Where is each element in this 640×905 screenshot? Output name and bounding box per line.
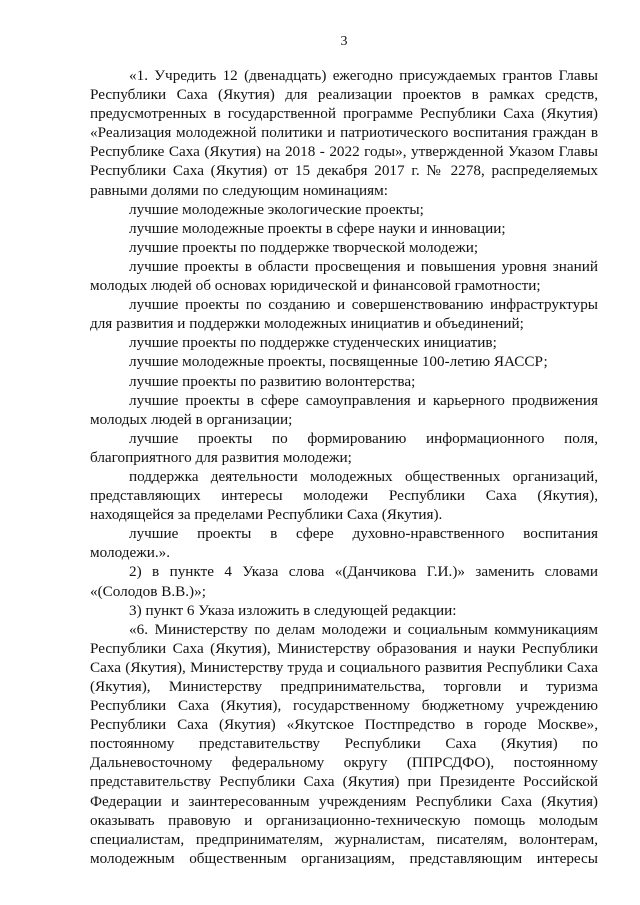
paragraph-grants-intro: «1. Учредить 12 (двенадцать) ежегодно присуждаемых грантов Главы Республики Саха (Якутия) для реализации проектов в рамках средств, предусмотренных в государственной программе Республики Саха (Якутия) «Реализация молодежной политики и патриотического воспитания граждан в Республике Саха (Якутия) на 2018 - 2022 годы», утвержденной Указом Главы Республики Саха (Якутия) от 15 декабря 2017 г. № 2278, распределяемых равными долями по следующим номинациям:	[90, 67, 598, 199]
paragraph-nomination-creative-youth: лучшие проекты по поддержке творческой молодежи;	[129, 238, 479, 256]
document-body	[90, 66, 598, 868]
paragraph-nomination-volunteering: лучшие проекты по развитию волонтерства;	[129, 372, 416, 390]
paragraph-point-6-text: «6. Министерству по делам молодежи и социальным коммуникациям Республики Саха (Якутия), Министерству образования и науки Республики Саха (Якутия), Министерству труда и социального развития Республики Саха (Якутия), Министерству предпринимательства, торговли и туризма Республики Саха (Якутия), государственному бюджетному учреждению Республики Саха (Якутия) «Якутское Постпредство в городе Москве», постоянному представительству Республики Саха (Якутия) по Дальневосточному федеральному округу (ППРСДФО), постоянному представительству Республики Саха (Якутия) при Президенте Российской Федерации и заинтересованным учреждениям Республики Саха (Якутия) оказывать правовую и организационно-техническую помощь молодым специалистам, предпринимателям, журналистам, писателям, волонтерам, молодежным общественным организациям, представляющим интересы	[90, 620, 598, 867]
paragraph-nomination-self-government: лучшие проекты в сфере самоуправления и карьерного продвижения молодых людей в организации;	[90, 391, 598, 428]
page-number: 3	[340, 34, 348, 49]
paragraph-nomination-information-field: лучшие проекты по формированию информационного поля, благоприятного для развития молодежи;	[90, 429, 598, 466]
paragraph-nomination-literacy: лучшие проекты в области просвещения и повышения уровня знаний молодых людей об основах юридической и финансовой грамотности;	[90, 257, 598, 295]
paragraph-nomination-infrastructure: лучшие проекты по созданию и совершенствованию инфраструктуры для развития и поддержки молодежных инициатив и объединений;	[90, 296, 598, 333]
paragraph-point-6-intro: 3) пункт 6 Указа изложить в следующей редакции:	[129, 601, 457, 619]
paragraph-nomination-spiritual-education: лучшие проекты в сфере духовно-нравственного воспитания молодежи.».	[90, 525, 598, 562]
paragraph-point-4-amendment: 2) в пункте 4 Указа слова «(Данчикова Г.И.)» заменить словами «(Солодов В.В.)»;	[90, 563, 598, 600]
paragraph-nomination-ecology: лучшие молодежные экологические проекты;	[129, 200, 424, 218]
paragraph-nomination-science: лучшие молодежные проекты в сфере науки и инновации;	[129, 219, 506, 237]
paragraph-nomination-students: лучшие проекты по поддержке студенческих инициатив;	[129, 334, 497, 352]
paragraph-nomination-public-organizations: поддержка деятельности молодежных общественных организаций, представляющих интересы молодежи Республики Саха (Якутия), находящейся за пределами Республики Саха (Якутия).	[90, 467, 598, 524]
paragraph-nomination-yaassr: лучшие молодежные проекты, посвященные 100-летию ЯАССР;	[129, 353, 548, 371]
